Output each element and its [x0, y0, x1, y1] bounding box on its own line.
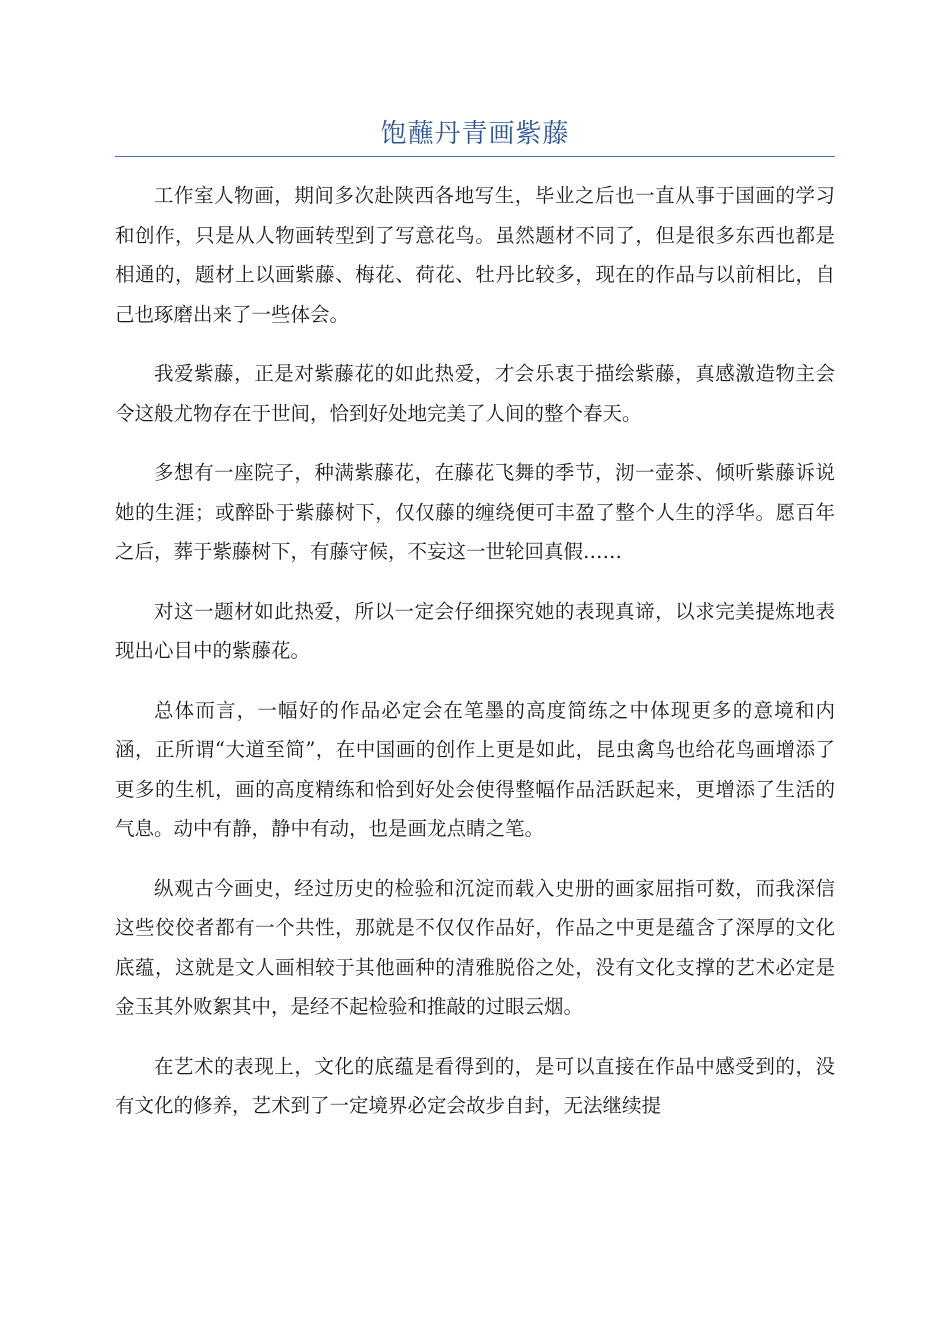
paragraph: 我爱紫藤，正是对紫藤花的如此热爱，才会乐衷于描绘紫藤，真感激造物主会令这般尤物存在于世间，恰到好处地完美了人间的整个春天。	[115, 362, 835, 425]
title-block	[115, 112, 835, 157]
paragraph: 在艺术的表现上，文化的底蕴是看得到的，是可以直接在作品中感受到的，没有文化的修养，艺术到了一定境界必定会故步自封，无法继续提	[115, 1054, 835, 1117]
paragraph: 工作室人物画，期间多次赴陕西各地写生，毕业之后也一直从事于国画的学习和创作，只是从人物画转型到了写意花鸟。虽然题材不同了，但是很多东西也都是相通的，题材上以画紫藤、梅花、荷花、牡丹比较多，现在的作品与以前相比，自己也琢磨出来了一些体会。	[115, 184, 835, 326]
document-body	[115, 176, 835, 1146]
paragraph: 总体而言，一幅好的作品必定会在笔墨的高度简练之中体现更多的意境和内涵，正所谓“大道至简”，在中国画的创作上更是如此，昆虫禽鸟也给花鸟画增添了更多的生机，画的高度精练和恰到好处会使得整幅作品活跃起来，更增添了生活的气息。动中有静，静中有动，也是画龙点睛之笔。	[115, 698, 835, 840]
paragraph: 对这一题材如此热爱，所以一定会仔细探究她的表现真谛，以求完美提炼地表现出心目中的紫藤花。	[115, 599, 835, 662]
paragraph: 纵观古今画史，经过历史的检验和沉淀而载入史册的画家屈指可数，而我深信这些佼佼者都有一个共性，那就是不仅仅作品好，作品之中更是蕴含了深厚的文化底蕴，这就是文人画相较于其他画种的清雅脱俗之处，没有文化支撑的艺术必定是金玉其外败絮其中，是经不起检验和推敲的过眼云烟。	[115, 876, 835, 1018]
paragraph: 多想有一座院子，种满紫藤花，在藤花飞舞的季节，沏一壶茶、倾听紫藤诉说她的生涯；或醉卧于紫藤树下，仅仅藤的缠绕便可丰盈了整个人生的浮华。愿百年之后，葬于紫藤树下，有藤守候，不妄这一世轮回真假……	[115, 461, 835, 563]
document-title: 饱蘸丹青画紫藤	[380, 119, 570, 149]
